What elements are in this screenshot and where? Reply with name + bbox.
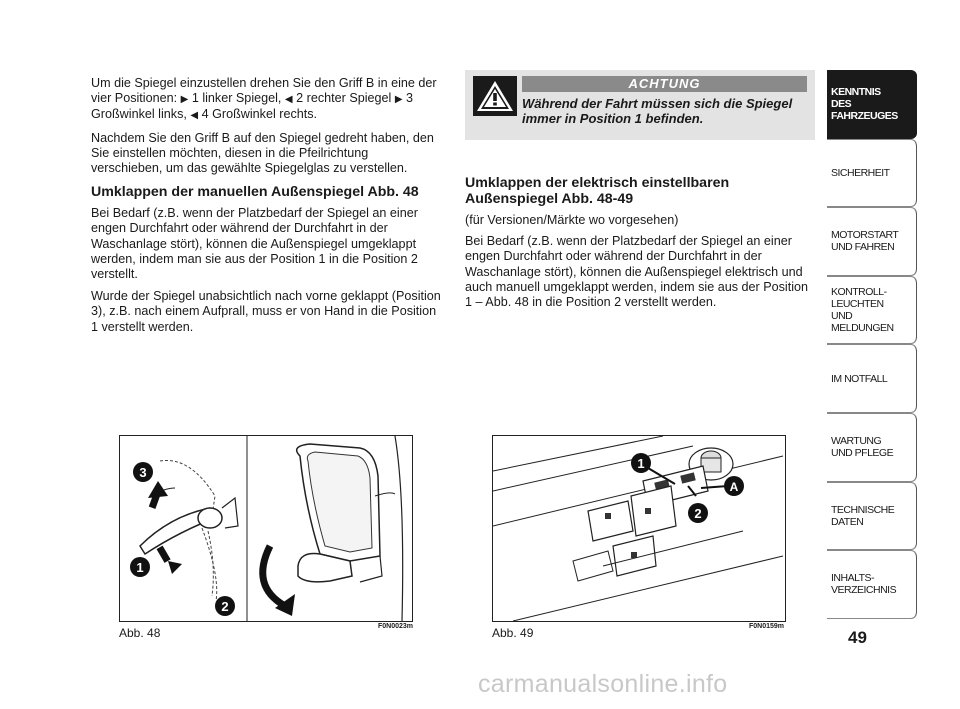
- watermark: carmanualsonline.info: [478, 670, 728, 698]
- intro-text: Um die Spiegel einzustellen drehen Sie den Griff B in eine der vier Positionen:: [91, 76, 437, 106]
- tab-inhaltsverzeichnis[interactable]: [827, 550, 917, 619]
- triangle-right-icon: ▶: [394, 94, 403, 106]
- figure-49: [492, 435, 786, 622]
- chapter-sidebar: [827, 70, 917, 619]
- tab-im-notfall[interactable]: [827, 344, 917, 413]
- manual-fold-paragraph: Bei Bedarf (z.B. wenn der Platzbedarf der Spiegel an einer engen Durchfahrt oder während der Durchfahrt in der Waschanlage stört), können die Außenspiegel umgeklappt werden, indem man sie aus der Position 1 in die Position 2 verstellt.: [91, 206, 418, 282]
- marker-1: 1: [637, 456, 645, 471]
- forward-fold-paragraph: Wurde der Spiegel unabsichtlich nach vorne geklappt (Position 3), z.B. nach einem Aufprall, muss er von Hand in die Position 1 verstellt werden.: [91, 289, 441, 334]
- marker-1: 1: [136, 560, 144, 575]
- figure-49-code: F0N0159m: [749, 623, 785, 630]
- electric-fold-paragraph: Bei Bedarf (z.B. wenn der Platzbedarf der Spiegel an einer engen Durchfahrt oder während der Durchfahrt in der Waschanlage stört), können die Außenspiegel elektrisch und auch manuell umgeklappt werden, indem sie aus der Position 1 – Abb. 48 in die Position 2 verstellt werden.: [465, 234, 809, 310]
- tab-sicherheit[interactable]: [827, 139, 917, 208]
- adjust-paragraph: Nachdem Sie den Griff B auf den Spiegel gedreht haben, den Sie einstellen möchten, diesen in die Pfeilrichtung verschieben, um das gewählte Spiegelglas zu verstellen.: [91, 130, 434, 176]
- warning-triangle-icon: [473, 76, 517, 116]
- tab-label: MOTORSTART UND FAHREN: [831, 229, 899, 254]
- tab-motorstart-und-fahren[interactable]: [827, 207, 917, 276]
- tab-label: SICHERHEIT: [831, 166, 890, 179]
- marker-2: 2: [694, 506, 702, 521]
- figure-48-code: F0N0023m: [378, 623, 414, 630]
- marker-2: 2: [221, 599, 229, 614]
- tab-wartung-und-pflege[interactable]: [827, 413, 917, 482]
- warning-text: Während der Fahrt müssen sich die Spiegel immer in Position 1 befinden.: [522, 96, 793, 126]
- tab-label: WARTUNG UND PFLEGE: [831, 435, 894, 460]
- tab-label: INHALTS- VERZEICHNIS: [831, 572, 897, 597]
- position-4-text: 4 Großwinkel rechts.: [201, 107, 318, 122]
- tab-technische-daten[interactable]: [827, 482, 917, 551]
- tab-kontrollleuchten[interactable]: [827, 276, 917, 345]
- marker-a: A: [729, 480, 739, 494]
- tab-label: TECHNISCHE DATEN: [831, 503, 895, 528]
- tab-label: KENNTNIS DES FAHRZEUGES: [831, 86, 898, 123]
- left-column: [91, 76, 443, 342]
- figure-48: [119, 435, 413, 622]
- warning-title: ACHTUNG: [522, 76, 807, 92]
- tab-label: KONTROLL- LEUCHTEN UND MELDUNGEN: [831, 286, 894, 335]
- figure-48-caption: Abb. 48: [119, 626, 161, 640]
- electric-mirror-heading: Umklappen der elektrisch einstellbaren Außenspiegel Abb. 48-49: [465, 175, 730, 207]
- triangle-right-icon: ▶: [180, 94, 189, 106]
- tab-label: IM NOTFALL: [831, 372, 888, 385]
- page-number: 49: [848, 628, 867, 647]
- figure-49-caption: Abb. 49: [492, 626, 534, 640]
- position-2-text: 2 rechter Spiegel: [296, 91, 392, 106]
- warning-box: [465, 70, 815, 140]
- triangle-left-icon: ◀: [284, 94, 293, 106]
- tab-kenntnis-des-fahrzeuges[interactable]: [827, 70, 917, 139]
- manual-mirror-heading: Umklappen der manuellen Außenspiegel Abb. 48: [91, 184, 419, 201]
- triangle-left-icon: ◀: [190, 110, 199, 122]
- position-3-text: 3 Großwinkel links,: [91, 91, 414, 122]
- position-1-text: 1 linker Spiegel,: [191, 91, 282, 106]
- door-switch-panel-illustration: [493, 436, 785, 621]
- intro-paragraph: [91, 76, 443, 124]
- right-column: [465, 175, 815, 317]
- version-note: (für Versionen/Märkte wo vorgesehen): [465, 213, 679, 227]
- mirror-fold-illustration: [120, 436, 412, 621]
- marker-3: 3: [139, 465, 147, 480]
